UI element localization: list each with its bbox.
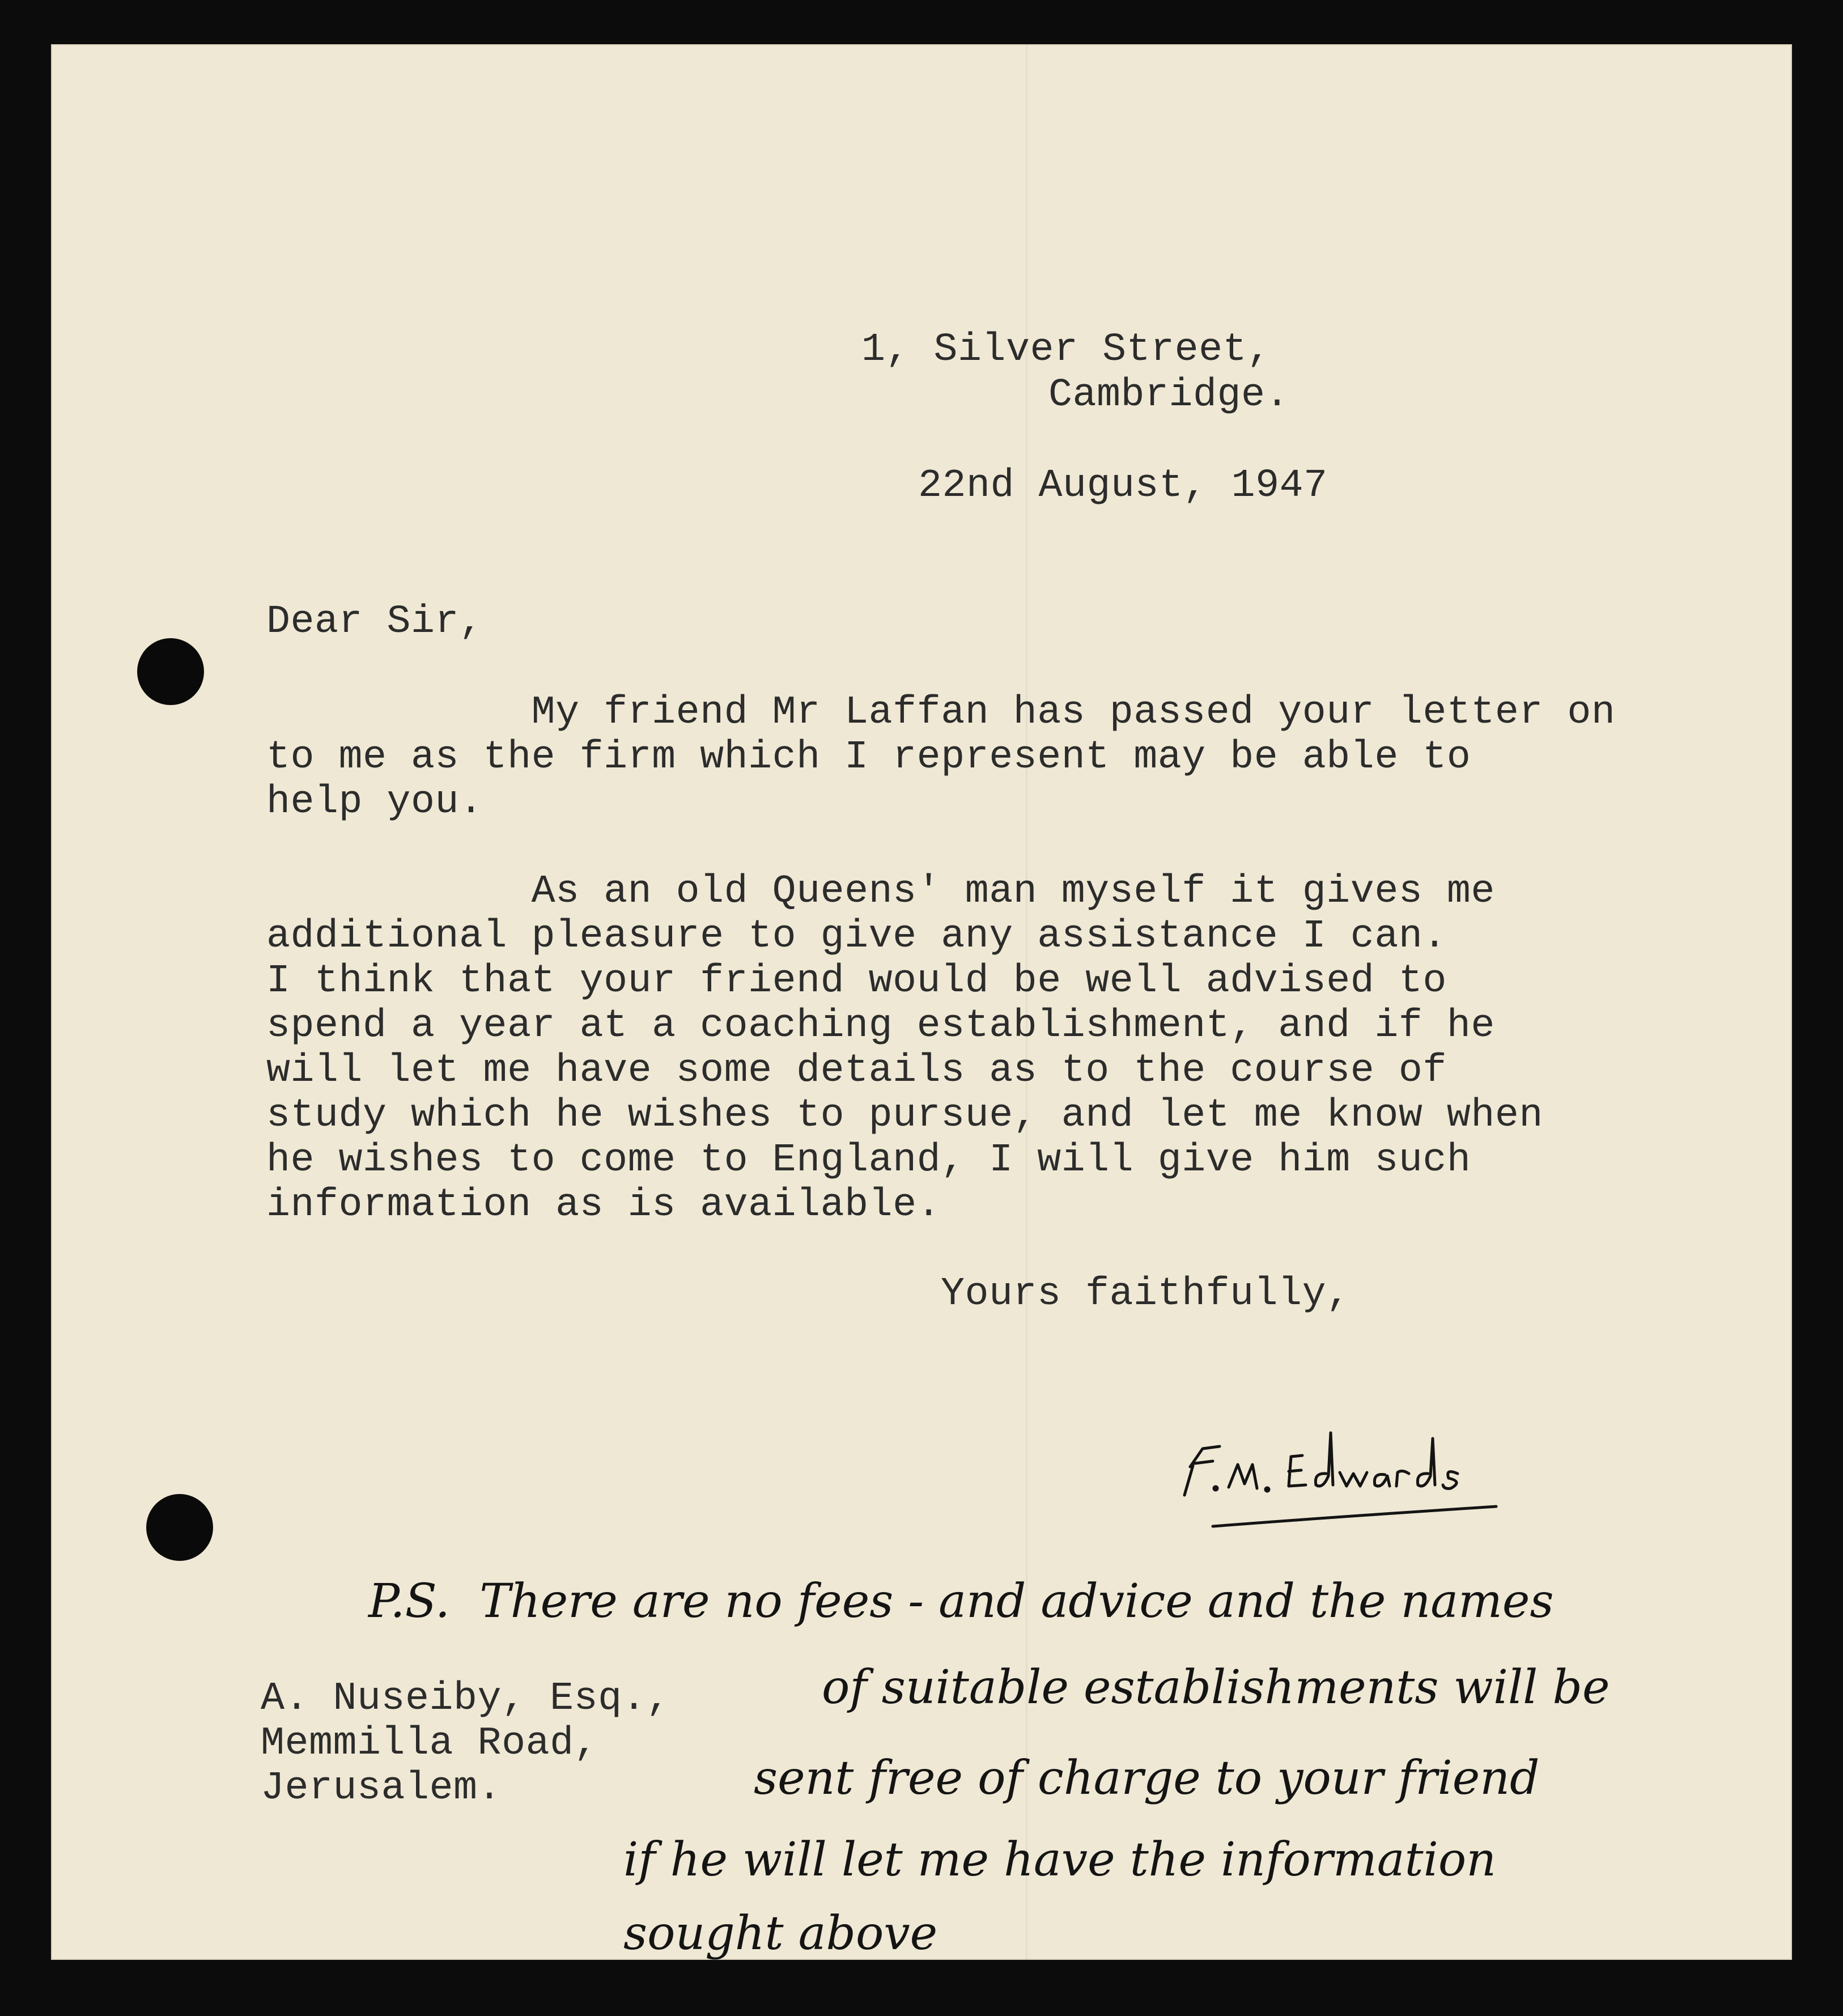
paragraph-2-line: information as is available. — [266, 1183, 941, 1228]
paragraph-2-line: spend a year at a coaching establishment, and if he — [266, 1004, 1495, 1049]
punch-hole-top — [137, 638, 204, 705]
salutation: Dear Sir, — [266, 600, 483, 644]
signature — [1167, 1421, 1542, 1552]
paragraph-1-line: to me as the firm which I represent may be able to — [266, 735, 1471, 780]
sender-address-street: 1, Silver Street, — [861, 328, 1271, 372]
postscript-line: P.S. There are no fees - and advice and the names — [368, 1574, 1554, 1628]
letter-date: 22nd August, 1947 — [918, 464, 1328, 508]
closing: Yours faithfully, — [941, 1272, 1351, 1317]
recipient-line: A. Nuseiby, Esq., — [261, 1677, 670, 1721]
recipient-line: Jerusalem. — [261, 1766, 502, 1811]
paragraph-2-line: will let me have some details as to the course of — [266, 1049, 1447, 1093]
paragraph-2-line: he wishes to come to England, I will give him such — [266, 1138, 1471, 1183]
paragraph-2-line: additional pleasure to give any assistance I can. — [266, 914, 1447, 959]
postscript-line: sought above — [623, 1907, 938, 1960]
postscript-line: if he will let me have the information — [623, 1833, 1497, 1887]
paragraph-1-line: help you. — [266, 780, 483, 825]
postscript-line: of suitable establishments will be — [822, 1661, 1610, 1714]
paragraph-2-line: study which he wishes to pursue, and let me know when — [266, 1093, 1543, 1138]
letter-page — [51, 44, 1792, 1960]
postscript-line: sent free of charge to your friend — [754, 1751, 1540, 1805]
punch-hole-bottom — [146, 1494, 213, 1561]
sender-address-city: Cambridge. — [1048, 373, 1290, 418]
paragraph-1-line: My friend Mr Laffan has passed your letter on — [266, 690, 1616, 735]
paragraph-2-line: As an old Queens' man myself it gives me — [266, 869, 1495, 914]
recipient-line: Memmilla Road, — [261, 1721, 598, 1766]
paragraph-2-line: I think that your friend would be well advised to — [266, 959, 1447, 1004]
